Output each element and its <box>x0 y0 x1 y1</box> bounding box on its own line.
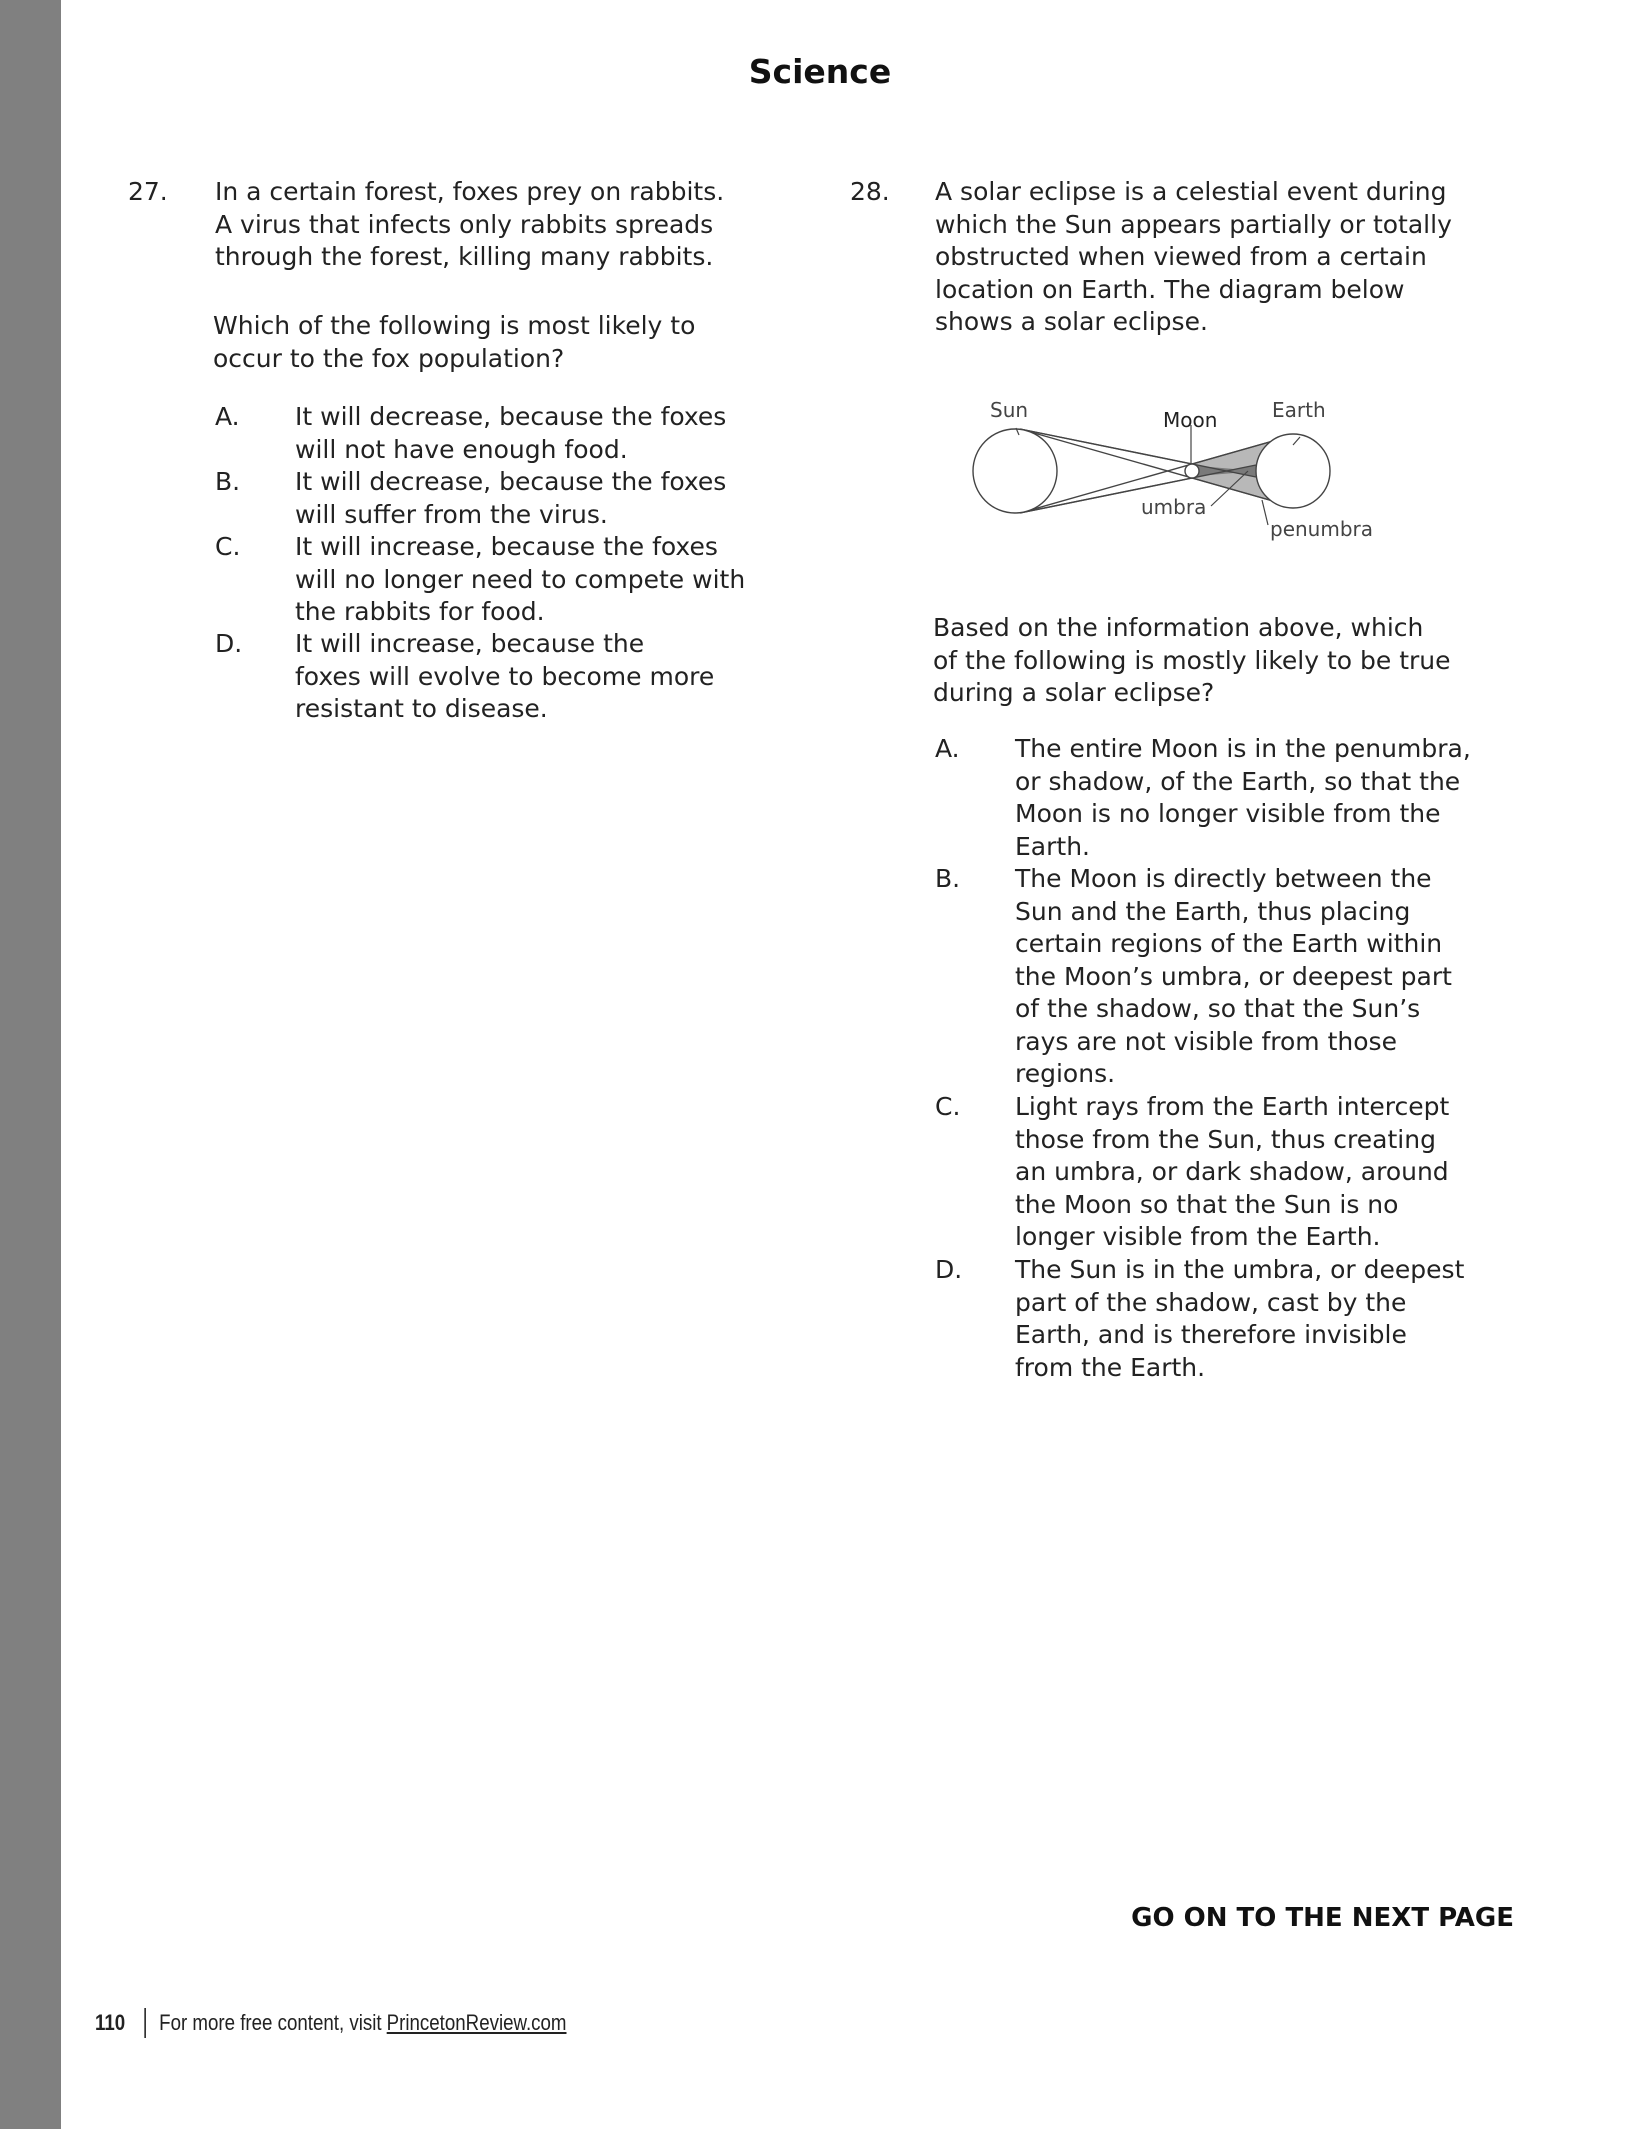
question-28-stem: A solar eclipse is a celestial event during which the Sun appears partially or totally obstructed when viewed from a certain location on Earth. The diagram below shows a solar eclipse. <box>935 177 1452 336</box>
option-letter: D. <box>935 1255 963 1284</box>
footer-text: For more free content, visit <box>159 2010 382 2035</box>
moon-circle <box>1185 464 1199 478</box>
earth-circle <box>1256 434 1330 508</box>
question-28-prompt: Based on the information above, which of the following is mostly likely to be true during a solar eclipse? <box>933 613 1451 707</box>
option-text: It will increase, because the foxes will no longer need to compete with the rabbits for food. <box>295 532 746 626</box>
option-text: It will decrease, because the foxes will not have enough food. <box>295 402 727 464</box>
footer-divider <box>144 2008 146 2038</box>
option-text: The Moon is directly between the Sun and the Earth, thus placing certain regions of the Earth within the Moon’s umbra, or deepest part of the shadow, so that the Sun’s rays are not visible from those regions. <box>1015 864 1452 1088</box>
question-27-prompt: Which of the following is most likely to occur to the fox population? <box>213 311 696 373</box>
question-28-number: 28. <box>850 177 890 206</box>
penumbra-pointer <box>1262 500 1268 525</box>
option-letter: B. <box>935 864 961 893</box>
page-title: Science <box>748 52 892 91</box>
option-letter: D. <box>215 629 243 658</box>
moon-label: Moon <box>1163 408 1218 432</box>
question-27-stem: In a certain forest, foxes prey on rabbits. A virus that infects only rabbits spreads through the forest, killing many rabbits. <box>215 177 725 271</box>
option-text: Light rays from the Earth intercept those from the Sun, thus creating an umbra, or dark shadow, around the Moon so that the Sun is no longer visible from the Earth. <box>1015 1092 1450 1251</box>
option-letter: B. <box>215 467 241 496</box>
princeton-review-link[interactable]: PrincetonReview.com <box>386 2010 567 2035</box>
penumbra-label: penumbra <box>1270 517 1374 541</box>
option-text: The Sun is in the umbra, or deepest part of the shadow, cast by the Earth, and is therefore invisible from the Earth. <box>1015 1255 1465 1382</box>
option-letter: A. <box>215 402 240 431</box>
solar-eclipse-diagram <box>960 385 1390 555</box>
page-footer <box>95 2008 566 2038</box>
umbra-label: umbra <box>1141 495 1207 519</box>
option-text: It will decrease, because the foxes will suffer from the virus. <box>295 467 727 529</box>
sun-circle <box>973 429 1057 513</box>
go-on-next-page: GO ON TO THE NEXT PAGE <box>1131 1903 1514 1933</box>
page-edge-bar <box>0 0 61 2129</box>
option-letter: A. <box>935 734 960 763</box>
sun-label: Sun <box>990 398 1029 422</box>
option-letter: C. <box>215 532 241 561</box>
option-letter: C. <box>935 1092 961 1121</box>
option-text: The entire Moon is in the penumbra, or shadow, of the Earth, so that the Moon is no longer visible from the Earth. <box>1015 734 1471 861</box>
option-text: It will increase, because the foxes will evolve to become more resistant to disease. <box>295 629 715 723</box>
page-number: 110 <box>95 2010 126 2035</box>
question-27-number: 27. <box>128 177 168 206</box>
earth-label: Earth <box>1272 398 1326 422</box>
